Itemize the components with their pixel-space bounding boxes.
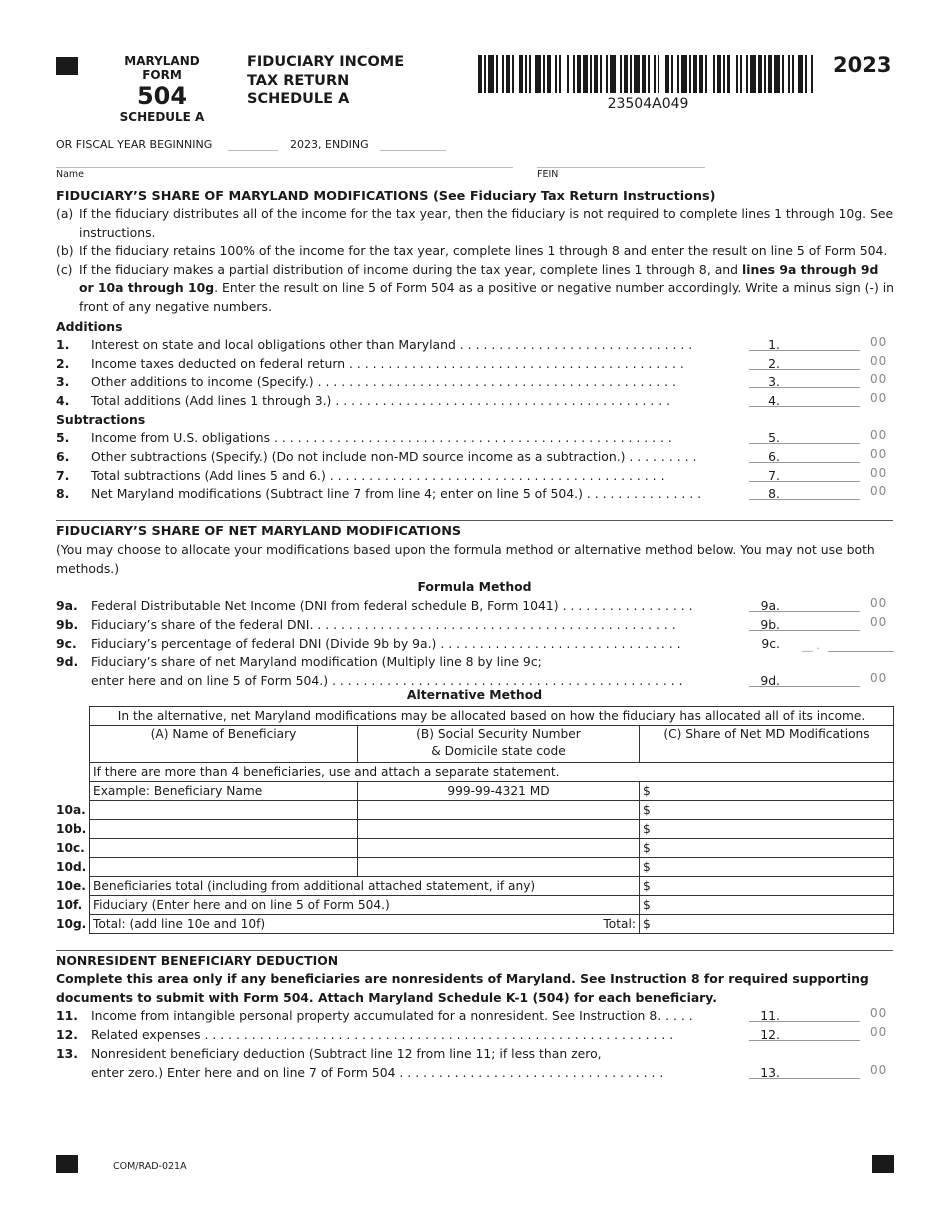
line-2-ref: 2. xyxy=(720,355,780,373)
fiscal-year-ending-label: 2023, ENDING xyxy=(290,138,369,151)
line-13-number: 13. xyxy=(56,1046,78,1061)
form-code: COM/RAD-021A xyxy=(113,1161,187,1172)
row-label-10e: 10e. xyxy=(56,878,86,893)
line-9a-cents: 00 xyxy=(870,596,888,610)
instruction-c xyxy=(56,261,896,317)
alternative-method-table xyxy=(56,706,894,934)
10c-name-field[interactable] xyxy=(90,839,358,858)
line-8-cents: 00 xyxy=(870,484,888,498)
10b-share-field[interactable]: $ xyxy=(640,820,894,839)
schedule-label: SCHEDULE A xyxy=(119,110,205,124)
table-row-10b xyxy=(56,820,894,839)
title-line-1: FIDUCIARY INCOME xyxy=(247,54,405,70)
barcode-bar xyxy=(813,55,815,93)
fein-field[interactable] xyxy=(537,167,705,168)
line-4-desc: Total additions (Add lines 1 through 3.) . . . . . . . . . . . . . . . . . . . . . . . . . . . . . . . . . . . . . . . . . . . xyxy=(91,393,671,408)
line-6-desc: Other subtractions (Specify.) (Do not include non-MD source income as a subtraction.) . . . . . . . . . xyxy=(91,449,697,464)
subtractions-heading: Subtractions xyxy=(56,412,146,427)
line-13-amount-field[interactable] xyxy=(749,1078,860,1079)
line-8-number: 8. xyxy=(56,486,70,501)
name-field[interactable] xyxy=(56,167,513,168)
line-9b-cents: 00 xyxy=(870,615,888,629)
10a-name-field[interactable] xyxy=(90,801,358,820)
10g-share-field[interactable]: $ xyxy=(640,915,894,934)
line-9d-number: 9d. xyxy=(56,654,79,669)
line-7-ref: 7. xyxy=(720,467,780,485)
col-b-header xyxy=(358,726,640,763)
line-9a-ref: 9a. xyxy=(720,597,780,615)
row-label-blank xyxy=(56,726,90,763)
line-9d-ref: 9d. xyxy=(720,672,780,690)
10c-share-field[interactable]: $ xyxy=(640,839,894,858)
line-3 xyxy=(56,373,896,391)
line-5-desc: Income from U.S. obligations . . . . . . . . . . . . . . . . . . . . . . . . . . . . . . . . . . . . . . . . . . . . . . . . . . . xyxy=(91,430,672,445)
line-4-ref: 4. xyxy=(720,392,780,410)
line-3-ref: 3. xyxy=(720,373,780,391)
fiscal-year-end-field[interactable] xyxy=(380,150,446,151)
line-12-cents: 00 xyxy=(870,1025,888,1039)
line-2-desc: Income taxes deducted on federal return . . . . . . . . . . . . . . . . . . . . . . . . . . . . . . . . . . . . . . . . . . . xyxy=(91,356,684,371)
line-7-desc: Total subtractions (Add lines 5 and 6.) . . . . . . . . . . . . . . . . . . . . . . . . . . . . . . . . . . . . . . . . . . . xyxy=(91,468,665,483)
line-1-amount-field[interactable] xyxy=(749,350,860,351)
line-9a-amount-field[interactable] xyxy=(749,611,860,612)
section-divider-1 xyxy=(56,520,893,521)
table-header-row xyxy=(56,726,894,763)
line-12-desc: Related expenses . . . . . . . . . . . . . . . . . . . . . . . . . . . . . . . . . . . . . . . . . . . . . . . . . . . . . . . . . . . . xyxy=(91,1027,674,1042)
section1-heading: FIDUCIARY’S SHARE OF MARYLAND MODIFICATIONS (See Fiduciary Tax Return Instructions) xyxy=(56,189,716,204)
line-2 xyxy=(56,355,896,373)
10d-share-field[interactable]: $ xyxy=(640,858,894,877)
line-1-cents: 00 xyxy=(870,335,888,349)
line-1-number: 1. xyxy=(56,337,70,352)
form-word: FORM xyxy=(142,68,182,82)
line-9c-desc: Fiduciary’s percentage of federal DNI (Divide 9b by 9a.) . . . . . . . . . . . . . . . . . . . . . . . . . . . . . . . xyxy=(91,636,681,651)
table-row-10d xyxy=(56,858,894,877)
section1-instructions xyxy=(56,205,896,317)
line-8-amount-field[interactable] xyxy=(749,499,860,500)
state-label: MARYLAND xyxy=(124,54,200,68)
line-13-cont xyxy=(56,1064,896,1082)
section3-intro: Complete this area only if any beneficiaries are nonresidents of Maryland. See Instruction 8 for required supporting documents to submit with Form 504. Attach Maryland Schedule K-1 (504) for each beneficiary. xyxy=(56,971,869,1005)
alternative-method-heading: Alternative Method xyxy=(406,687,543,702)
section-divider-2 xyxy=(56,950,893,951)
table-row-example xyxy=(56,782,894,801)
table-row xyxy=(56,763,894,782)
10b-name-field[interactable] xyxy=(90,820,358,839)
line-13-cents: 00 xyxy=(870,1063,888,1077)
line-6-number: 6. xyxy=(56,449,70,464)
form-number: 504 xyxy=(136,82,188,110)
row-label-blank xyxy=(56,782,90,801)
line-6-ref: 6. xyxy=(720,448,780,466)
line-11-number: 11. xyxy=(56,1008,78,1023)
col-b-header-line-1: (B) Social Security Number xyxy=(416,727,581,741)
line-13-ref: 13. xyxy=(720,1064,780,1082)
line-9b-ref: 9b. xyxy=(720,616,780,634)
instruction-b-text: If the fiduciary retains 100% of the income for the tax year, complete lines 1 through 8 and enter the result on line 5 of Form 504. xyxy=(79,243,888,259)
line-1-ref: 1. xyxy=(720,336,780,354)
example-name: Example: Beneficiary Name xyxy=(90,782,358,801)
line-4 xyxy=(56,392,896,410)
table-row-10f xyxy=(56,896,894,915)
10f-text: Fiduciary (Enter here and on line 5 of Form 504.) xyxy=(90,896,640,915)
10e-text: Beneficiaries total (including from additional attached statement, if any) xyxy=(90,877,640,896)
instruction-b xyxy=(56,242,896,261)
instruction-c-label: (c) xyxy=(56,261,73,277)
instruction-a xyxy=(56,205,896,242)
fiscal-year-beginning-label: OR FISCAL YEAR BEGINNING xyxy=(56,138,213,151)
line-9b xyxy=(56,616,896,634)
formula-method-heading: Formula Method xyxy=(417,579,532,594)
form-title xyxy=(247,53,404,109)
line-9c xyxy=(56,635,896,653)
title-line-3: SCHEDULE A xyxy=(247,91,350,107)
line-9d-desc-2: enter here and on line 5 of Form 504.) . . . . . . . . . . . . . . . . . . . . . . . . . . . . . . . . . . . . . . . . . . . . . xyxy=(91,673,683,688)
line-3-number: 3. xyxy=(56,374,70,389)
line-12-amount-field[interactable] xyxy=(749,1040,860,1041)
line-8-desc: Net Maryland modifications (Subtract line 7 from line 4; enter on line 5 of 504.) . . . . . . . . . . . . . . . xyxy=(91,486,702,501)
line-7 xyxy=(56,467,896,485)
form-identifier xyxy=(110,54,214,124)
section3-heading: NONRESIDENT BENEFICIARY DEDUCTION xyxy=(56,953,339,968)
table-row-10c xyxy=(56,839,894,858)
10g-text: Total: (add line 10e and 10f) xyxy=(93,916,266,931)
line-12-number: 12. xyxy=(56,1027,78,1042)
col-c-header: (C) Share of Net MD Modifications xyxy=(640,726,894,763)
instruction-c-bold: lines 9a through 9d or 10a through 10g xyxy=(79,261,879,296)
additions-heading: Additions xyxy=(56,319,123,334)
line-9a xyxy=(56,597,896,615)
instruction-b-label: (b) xyxy=(56,243,74,259)
line-4-number: 4. xyxy=(56,393,70,408)
instruction-c-text-2: . Enter the result on line 5 of Form 504 as a positive or negative number accordingly. Write a minus sign (-) in front of any negative numbers. xyxy=(79,280,895,314)
registration-mark-bottom-left xyxy=(56,1155,78,1173)
line-5-amount-field[interactable] xyxy=(749,443,860,444)
line-11 xyxy=(56,1007,896,1025)
line-6 xyxy=(56,448,896,466)
line-6-amount-field[interactable] xyxy=(749,462,860,463)
row-label-10f: 10f. xyxy=(56,897,83,912)
line-9c-decimal: __ . xyxy=(802,639,820,652)
line-7-amount-field[interactable] xyxy=(749,481,860,482)
barcode xyxy=(478,55,816,93)
registration-mark-top-left xyxy=(56,57,78,75)
line-6-cents: 00 xyxy=(870,447,888,461)
title-line-2: TAX RETURN xyxy=(247,72,350,89)
instruction-c-body xyxy=(79,261,896,317)
10a-ssn-field[interactable] xyxy=(358,801,640,820)
line-3-amount-field[interactable] xyxy=(749,387,860,388)
name-label: Name xyxy=(56,169,85,180)
row-label-10g: 10g. xyxy=(56,916,87,931)
line-11-cents: 00 xyxy=(870,1006,888,1020)
instruction-c-text-1: If the fiduciary makes a partial distribution of income during the tax year, complete lines 1 through 8, and xyxy=(79,261,742,277)
registration-mark-bottom-right xyxy=(872,1155,894,1173)
tax-year: 2023 xyxy=(833,53,892,77)
line-5 xyxy=(56,429,896,447)
line-5-number: 5. xyxy=(56,430,70,445)
line-2-cents: 00 xyxy=(870,354,888,368)
alt-intro: In the alternative, net Maryland modifications may be allocated based on how the fiduciary has allocated all of its income. xyxy=(90,707,894,726)
line-13-desc-1: Nonresident beneficiary deduction (Subtract line 12 from line 11; if less than zero, xyxy=(91,1046,602,1061)
line-1-desc: Interest on state and local obligations other than Maryland . . . . . . . . . . . . . . . . . . . . . . . . . . . . . . xyxy=(91,337,693,352)
barcode-text: 23504A049 xyxy=(607,96,689,112)
line-4-amount-field[interactable] xyxy=(749,406,860,407)
table-row xyxy=(56,707,894,726)
row-label-10c: 10c. xyxy=(56,840,85,855)
line-8 xyxy=(56,485,896,503)
10e-share-field[interactable]: $ xyxy=(640,877,894,896)
line-3-cents: 00 xyxy=(870,372,888,386)
fiscal-year-begin-field[interactable] xyxy=(228,150,278,151)
line-7-cents: 00 xyxy=(870,466,888,480)
table-row-10a xyxy=(56,801,894,820)
line-11-ref: 11. xyxy=(720,1007,780,1025)
line-12-ref: 12. xyxy=(720,1026,780,1044)
instruction-a-label: (a) xyxy=(56,206,74,221)
10b-ssn-field[interactable] xyxy=(358,820,640,839)
table-row-10g xyxy=(56,915,894,934)
10d-ssn-field[interactable] xyxy=(358,858,640,877)
line-9a-desc: Federal Distributable Net Income (DNI from federal schedule B, Form 1041) . . . . . . . . . . . . . . . . . xyxy=(91,598,693,613)
10f-share-field[interactable]: $ xyxy=(640,896,894,915)
line-13 xyxy=(56,1045,896,1063)
fein-label: FEIN xyxy=(537,169,559,180)
section2-intro: (You may choose to allocate your modifications based upon the formula method or alternative method below. You may not use both methods.) xyxy=(56,542,875,576)
line-9b-desc: Fiduciary’s share of the federal DNI. . . . . . . . . . . . . . . . . . . . . . . . . . . . . . . . . . . . . . . . . . . . . . . xyxy=(91,617,676,632)
line-9c-ref: 9c. xyxy=(720,635,780,653)
instruction-a-text: If the fiduciary distributes all of the income for the tax year, then the fiduciary is not required to complete lines 1 through 10g. See instructions. xyxy=(79,206,894,240)
example-dollar: $ xyxy=(640,782,894,801)
table-row-10e xyxy=(56,877,894,896)
line-9b-number: 9b. xyxy=(56,617,79,632)
line-7-number: 7. xyxy=(56,468,70,483)
line-8-ref: 8. xyxy=(720,485,780,503)
section2-heading: FIDUCIARY’S SHARE OF NET MARYLAND MODIFICATIONS xyxy=(56,524,462,539)
line-9c-percent-field[interactable] xyxy=(828,651,894,652)
col-b-header-line-2: & Domicile state code xyxy=(431,744,566,758)
line-13-desc-2: enter zero.) Enter here and on line 7 of Form 504 . . . . . . . . . . . . . . . . . . . . . . . . . . . . . . . . . . xyxy=(91,1065,664,1080)
line-9d-cents: 00 xyxy=(870,671,888,685)
alt-note: If there are more than 4 beneficiaries, use and attach a separate statement. xyxy=(90,763,894,782)
row-label-blank xyxy=(56,707,90,726)
line-1 xyxy=(56,336,896,354)
row-label-10b: 10b. xyxy=(56,821,87,836)
line-5-cents: 00 xyxy=(870,428,888,442)
line-5-ref: 5. xyxy=(720,429,780,447)
line-9d-desc-1: Fiduciary’s share of net Maryland modification (Multiply line 8 by line 9c; xyxy=(91,654,542,669)
line-9b-amount-field[interactable] xyxy=(749,630,860,631)
row-label-10d: 10d. xyxy=(56,859,87,874)
row-label-10a: 10a. xyxy=(56,802,86,817)
line-11-amount-field[interactable] xyxy=(749,1021,860,1022)
line-2-amount-field[interactable] xyxy=(749,369,860,370)
line-11-desc: Income from intangible personal property accumulated for a nonresident. See Instruction 8. . . . . xyxy=(91,1008,693,1023)
10g-cell xyxy=(90,915,640,934)
line-2-number: 2. xyxy=(56,356,70,371)
10c-ssn-field[interactable] xyxy=(358,839,640,858)
col-a-header: (A) Name of Beneficiary xyxy=(90,726,358,763)
line-9c-number: 9c. xyxy=(56,636,77,651)
line-9a-number: 9a. xyxy=(56,598,78,613)
line-12 xyxy=(56,1026,896,1044)
line-3-desc: Other additions to income (Specify.) . . . . . . . . . . . . . . . . . . . . . . . . . . . . . . . . . . . . . . . . . . . . . . xyxy=(91,374,676,389)
line-9d xyxy=(56,653,896,671)
10g-total-label: Total: xyxy=(603,916,636,931)
10a-share-field[interactable]: $ xyxy=(640,801,894,820)
line-4-cents: 00 xyxy=(870,391,888,405)
row-label-blank xyxy=(56,763,90,782)
10d-name-field[interactable] xyxy=(90,858,358,877)
example-ssn: 999-99-4321 MD xyxy=(358,782,640,801)
